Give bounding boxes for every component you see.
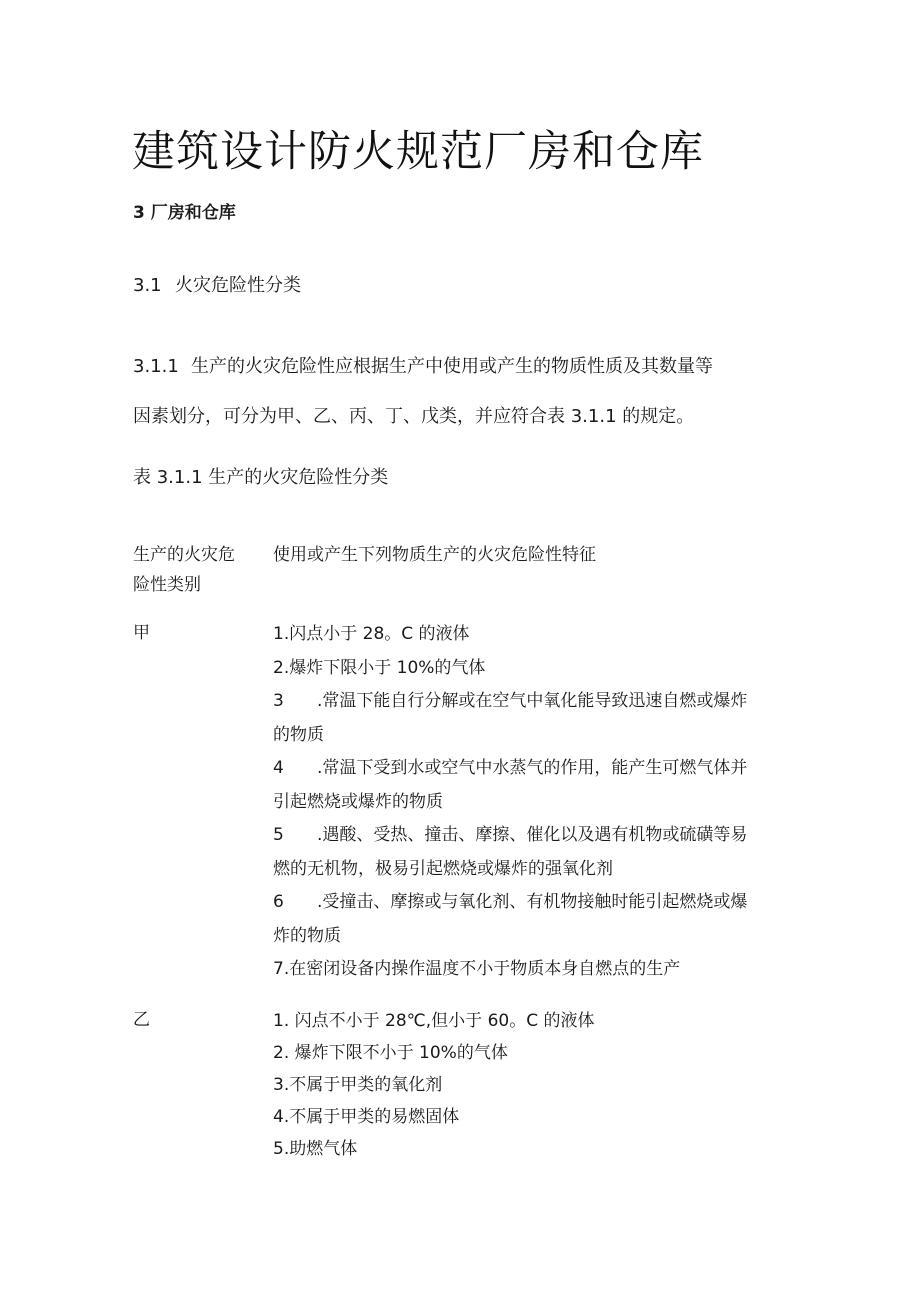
item-text: 不属于甲类的易燃固体 <box>289 1106 460 1127</box>
feature-item <box>273 1005 793 1037</box>
feature-item <box>273 1037 793 1069</box>
feature-item-continuation: 引起燃烧或爆炸的物质 <box>273 791 443 812</box>
feature-item <box>273 953 793 987</box>
item-text: .常温下能自行分解或在空气中氧化能导致迅速自燃或爆炸 <box>317 691 748 711</box>
clause-line <box>133 342 793 392</box>
item-text: 助燃气体 <box>289 1138 358 1159</box>
feature-item <box>273 886 793 920</box>
feature-item <box>273 685 793 719</box>
table-row <box>133 618 793 987</box>
item-text: 闪点不小于 28℃,但小于 60。C 的液体 <box>289 1010 595 1031</box>
item-number: 2. <box>273 657 290 678</box>
item-text: 不属于甲类的氧化剂 <box>289 1074 443 1095</box>
section-title: 火灾危险性分类 <box>175 275 301 296</box>
item-text: 在密闭设备内操作温度不小于物质本身自燃点的生产 <box>289 959 681 979</box>
item-text: 爆炸下限小于 10%的气体 <box>289 657 486 678</box>
item-number: 5 <box>273 825 284 845</box>
features-cell <box>273 618 793 987</box>
item-number: 4. <box>273 1106 290 1127</box>
item-number: 7. <box>273 959 290 979</box>
header-features-cell: 使用或产生下列物质生产的火灾危险性特征 <box>273 545 596 565</box>
item-text: 爆炸下限不小于 10%的气体 <box>289 1042 508 1063</box>
feature-item <box>273 752 793 786</box>
item-number: 3. <box>273 1074 290 1095</box>
feature-item <box>273 1133 793 1165</box>
hazard-classification-table <box>133 540 793 1165</box>
clause-number: 3.1.1 <box>133 356 179 377</box>
item-number: 1. <box>273 624 290 644</box>
header-category-line: 险性类别 <box>133 575 201 595</box>
clause-text: 生产的火灾危险性应根据生产中使用或产生的物质性质及其数量等 <box>191 356 713 377</box>
category-cell: 乙 <box>133 1009 150 1030</box>
feature-item <box>273 1069 793 1101</box>
item-text: .遇酸、受热、撞击、摩擦、催化以及遇有机物或硫磺等易 <box>317 825 748 845</box>
clause-3-1-1 <box>133 342 793 442</box>
item-number: 3 <box>273 691 284 711</box>
feature-item <box>273 819 793 853</box>
document-title: 建筑设计防火规范厂房和仓库 <box>132 127 704 177</box>
header-category-cell <box>133 540 273 600</box>
feature-item <box>273 1101 793 1133</box>
features-cell <box>273 1005 793 1165</box>
category-cell: 甲 <box>133 623 150 643</box>
table-header-row <box>133 540 793 600</box>
item-number: 5. <box>273 1138 290 1159</box>
feature-item <box>273 652 793 686</box>
feature-item-continuation: 炸的物质 <box>273 925 341 946</box>
table-row <box>133 1005 793 1165</box>
clause-line: 因素划分，可分为甲、乙、丙、丁、戊类，并应符合表 3.1.1 的规定。 <box>133 406 695 427</box>
table-caption: 表 3.1.1 生产的火灾危险性分类 <box>133 467 389 488</box>
item-text: .受撞击、摩擦或与氧化剂、有机物接触时能引起燃烧或爆 <box>317 892 748 912</box>
header-category-line: 生产的火灾危 <box>133 545 235 565</box>
item-text: 闪点小于 28。C 的液体 <box>289 624 470 644</box>
item-number: 2. <box>273 1042 290 1063</box>
section-heading <box>133 271 301 297</box>
item-text: .常温下受到水或空气中水蒸气的作用，能产生可燃气体并 <box>317 758 748 778</box>
item-number: 4 <box>273 758 284 778</box>
item-number: 6 <box>273 892 284 912</box>
feature-item <box>273 618 793 652</box>
section-number: 3.1 <box>133 275 162 296</box>
feature-item-continuation: 燃的无机物，极易引起燃烧或爆炸的强氧化剂 <box>273 858 613 879</box>
feature-item-continuation: 的物质 <box>273 724 324 745</box>
chapter-heading: 3 厂房和仓库 <box>133 203 236 223</box>
item-number: 1. <box>273 1010 290 1031</box>
